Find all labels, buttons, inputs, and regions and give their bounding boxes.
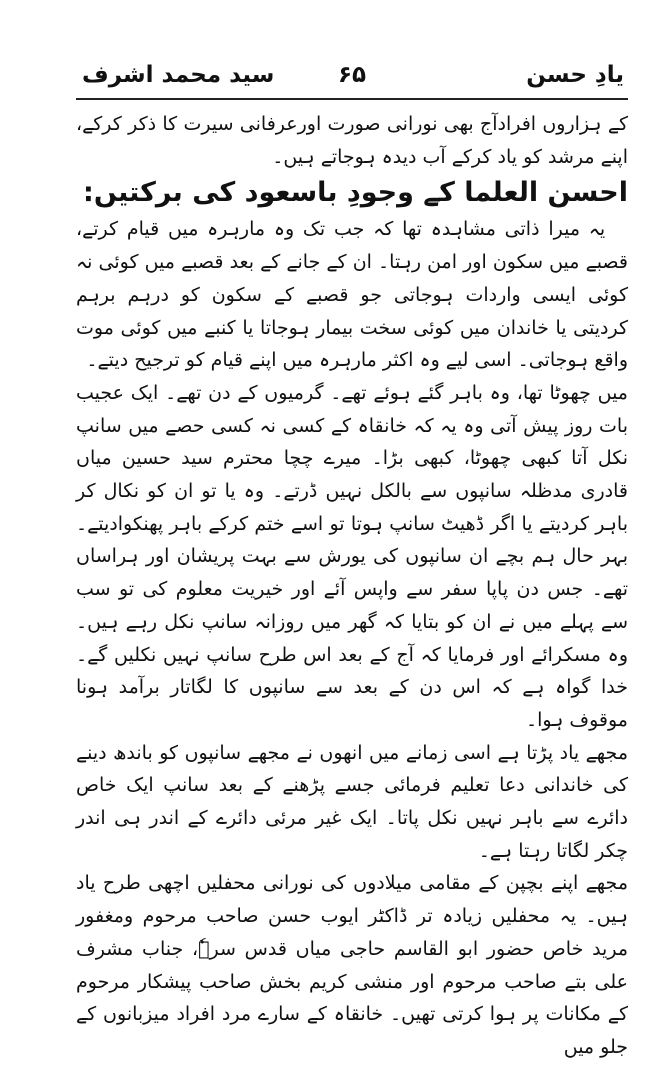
paragraph: کے ہزاروں افرادآج بھی نورانی صورت اورعرفانی سیرت کا ذکر کرکے، اپنے مرشد کو یاد کرکے آب دیدہ ہوجاتے ہیں۔ (76, 113, 628, 168)
paragraph: میں چھوٹا تھا، وہ باہر گئے ہوئے تھے۔ گرمیوں کے دن تھے۔ ایک عجیب بات روز پیش آتی وہ یہ کہ خانقاہ کے کسی نہ کسی حصے میں سانپ نکل آتا کبھی چھوٹا، کبھی بڑا۔ میرے چچا محترم سید حسین میاں قادری مدظلہ سانپوں سے بالکل نہیں ڈرتے۔ وہ یا تو ان کو نکال کر باہر کردیتے یا اگر ڈھیٹ سانپ ہوتا تو اسے ختم کرکے باہر پھنکوادیتے۔ بہر حال ہم بچے ان سانپوں کی یورش سے بہت پریشان اور ہراساں تھے۔ جس دن پاپا سفر سے واپس آئے اور خیریت معلوم کی تو سب سے پہلے میں نے ان کو بتایا کہ گھر میں روزانہ سانپ نکل رہے ہیں۔ وہ مسکرائے اور فرمایا کہ آج کے بعد اس طرح سانپ نہیں نکلیں گے۔ خدا گواہ ہے کہ اس دن کے بعد سے سانپوں کا لگاتار برآمد ہونا موقوف ہوا۔ (76, 381, 628, 731)
page-body (76, 108, 628, 1064)
page-number: ۶۵ (337, 62, 367, 88)
author-name: سید محمد اشرف (82, 62, 275, 88)
running-header (78, 58, 626, 98)
paragraph: یہ میرا ذاتی مشاہدہ تھا کہ جب تک وہ مارہرہ میں قیام کرتے، قصبے میں سکون اور امن رہتا۔ ان کے جانے کے بعد قصبے میں کوئی نہ کوئی ایسی واردات ہوجاتی جو قصبے کے سکون کو درہم برہم کردیتی یا خاندان میں کوئی سخت بیمار ہوجاتا یا کنبے میں کوئی موت واقع ہوجاتی۔ اسی لیے وہ اکثر مارہرہ میں اپنے قیام کو ترجیح دیتے۔ (76, 218, 628, 372)
book-title: یادِ حسن (526, 62, 624, 88)
paragraph: مجھے یاد پڑتا ہے اسی زمانے میں انھوں نے مجھے سانپوں کو باندھ دینے کی خاندانی دعا تعلیم فرمائی جسے پڑھنے کے بعد سانپ ایک خاص دائرے سے باہر نہیں نکل پاتا۔ ایک غیر مرئی دائرے کے اندر ہی اندر چکر لگاتا رہتا ہے۔ (76, 741, 628, 862)
section-heading: احسن العلما کے وجودِ باسعود کی برکتیں: (83, 177, 628, 209)
paragraph: مجھے اپنے بچپن کے مقامی میلادوں کی نورانی محفلیں اچھی طرح یاد ہیں۔ یہ محفلیں زیادہ تر ڈاکٹر ایوب حسن صاحب مرحوم ومغفور مرید خاص حضور ابو القاسم حاجی میاں قدس سرہٗ، جناب مشرف علی بتے صاحب مرحوم اور منشی کریم بخش صاحب پیشکار مرحوم کے مکانات پر ہوا کرتی تھیں۔ خانقاہ کے سارے مرد افراد میزبانوں کے جلو میں (76, 872, 628, 1058)
header-divider (76, 98, 628, 100)
